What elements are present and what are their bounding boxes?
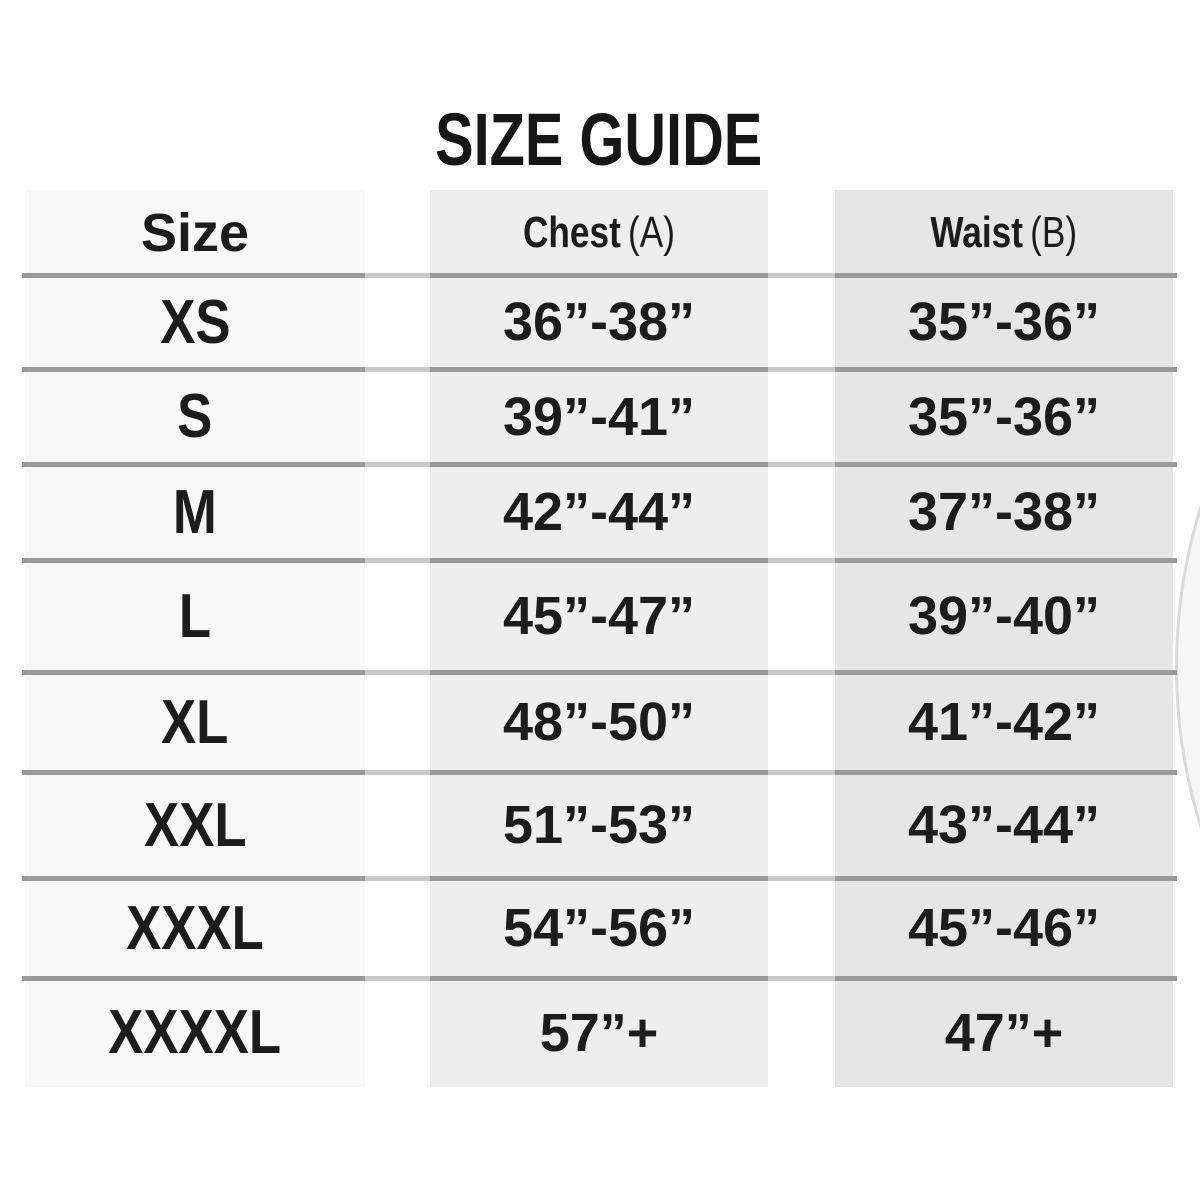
waist-cell-xl: 41”-42” <box>835 672 1173 772</box>
waist-cell-xxxl: 45”-46” <box>835 878 1173 978</box>
row-divider <box>22 462 1177 467</box>
waist-cell-l: 39”-40” <box>835 560 1173 672</box>
column-header-size-label: Size <box>140 202 250 263</box>
waist-cell-xs: 35”-36” <box>835 275 1173 369</box>
row-divider <box>22 367 1177 372</box>
chest-cell-s: 39”-41” <box>430 369 768 464</box>
background-circle-decoration <box>1175 130 1200 1200</box>
chest-cell-xxl: 51”-53” <box>430 772 768 878</box>
column-waist <box>835 190 1173 1087</box>
size-cell-l: L <box>25 560 365 672</box>
row-divider <box>22 273 1177 278</box>
column-header-chest-label: Chest (A) <box>523 207 675 257</box>
row-divider <box>22 670 1177 675</box>
size-cell-xs: XS <box>25 275 365 369</box>
chest-cell-xs: 36”-38” <box>430 275 768 369</box>
page-title <box>25 98 1173 181</box>
column-size <box>25 190 365 1087</box>
waist-cell-xxl: 43”-44” <box>835 772 1173 878</box>
page-title-text: SIZE GUIDE <box>435 98 763 181</box>
column-header-chest <box>430 190 768 275</box>
chest-cell-xxxxl: 57”+ <box>430 978 768 1087</box>
row-divider <box>22 876 1177 881</box>
row-divider <box>22 558 1177 563</box>
waist-cell-s: 35”-36” <box>835 369 1173 464</box>
chest-cell-m: 42”-44” <box>430 464 768 560</box>
column-chest <box>430 190 768 1087</box>
column-header-size <box>25 190 365 275</box>
size-guide-table <box>25 190 1173 1087</box>
chest-cell-l: 45”-47” <box>430 560 768 672</box>
size-cell-xxl: XXL <box>25 772 365 878</box>
size-cell-s: S <box>25 369 365 464</box>
row-divider <box>22 976 1177 981</box>
size-cell-xxxl: XXXL <box>25 878 365 978</box>
size-cell-xl: XL <box>25 672 365 772</box>
waist-cell-m: 37”-38” <box>835 464 1173 560</box>
column-header-waist-label: Waist (B) <box>930 207 1078 257</box>
chest-cell-xxxl: 54”-56” <box>430 878 768 978</box>
row-divider <box>22 770 1177 775</box>
chest-cell-xl: 48”-50” <box>430 672 768 772</box>
column-header-waist <box>835 190 1173 275</box>
size-cell-m: M <box>25 464 365 560</box>
size-cell-xxxxl: XXXXL <box>25 978 365 1087</box>
waist-cell-xxxxl: 47”+ <box>835 978 1173 1087</box>
